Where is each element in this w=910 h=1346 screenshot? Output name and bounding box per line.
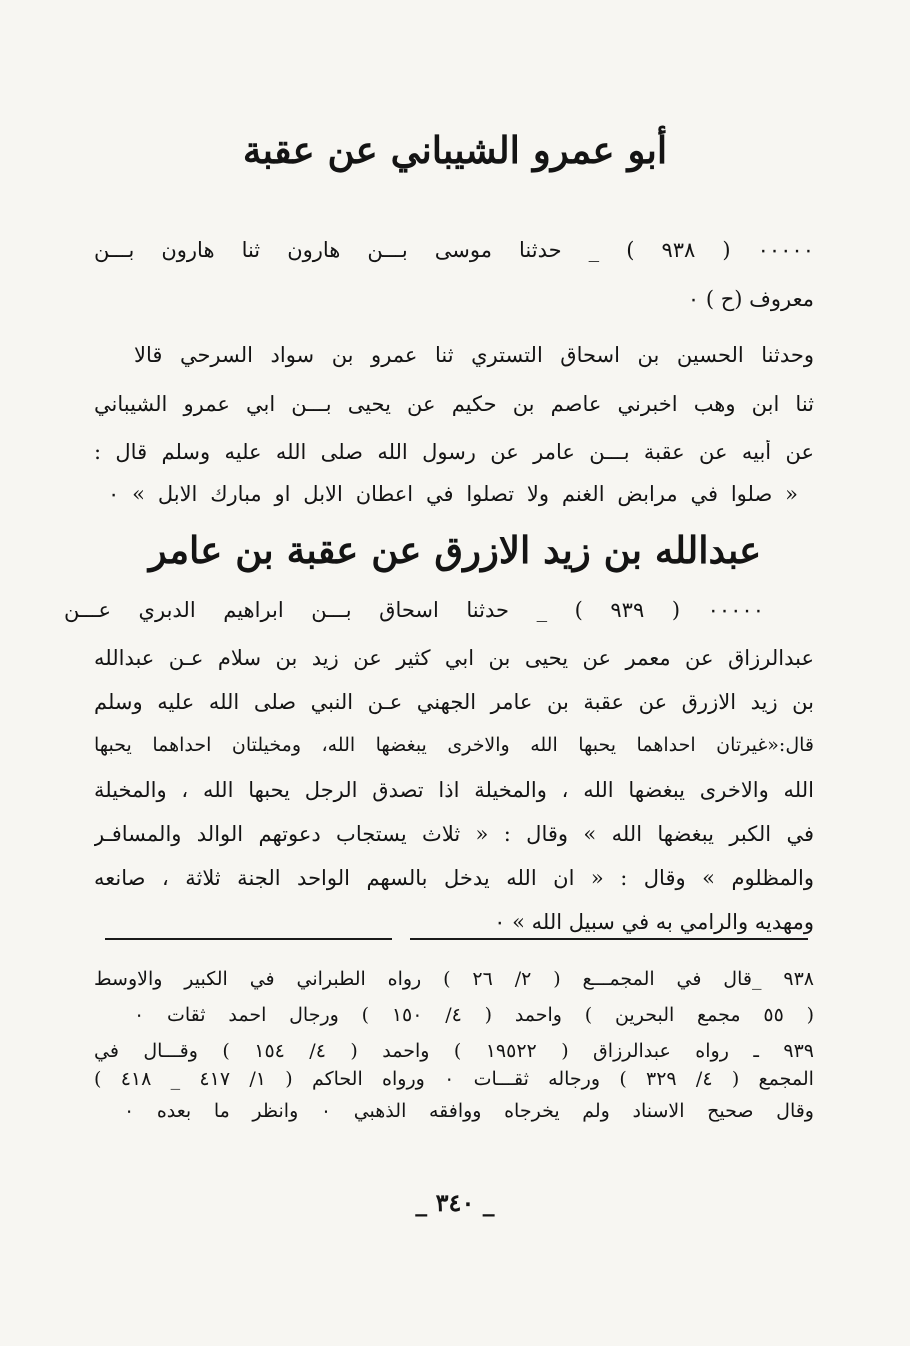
section-heading-abu-amr: أبو عمرو الشيباني عن عقبة (242, 128, 668, 172)
footnote-divider-right (410, 938, 808, 940)
hadith-938-line-6: « صلوا في مرابض الغنم ولا تصلوا في اعطان الابل او مبارك الابل » ٠ (108, 482, 798, 506)
hadith-939-line-3: بن زيد الازرق عن عقبة بن عامر الجهني عـن النبي صلى الله عليه وسلم (94, 690, 814, 714)
hadith-939-line-5: الله والاخرى يبغضها الله ، والمخيلة اذا تصدق الرجل يحبها الله ، والمخيلة (94, 778, 814, 802)
footnote-939-line-1: ٩٣٩ ـ رواه عبدالرزاق ( ١٩٥٢٢ ) واحمد ( ٤/ ١٥٤ ) وقـــال في (94, 1040, 814, 1062)
footnote-939-line-2: المجمع ( ٤/ ٣٢٩ ) ورجاله ثقـــات ٠ ورواه الحاكم ( ١/ ٤١٧ _ ٤١٨ ) (94, 1068, 814, 1090)
hadith-938-line-5: عن أبيه عن عقبة بـــن عامر عن رسول الله صلى الله عليه وسلم قال : (94, 440, 814, 464)
hadith-938-line-3: وحدثنا الحسين بن اسحاق التستري ثنا عمرو بن سواد السرحي قالا (134, 343, 814, 367)
hadith-939-line-6: في الكبر يبغضها الله » وقال : « ثلاث يستجاب دعوتهم الوالد والمسافـر (94, 822, 814, 846)
hadith-938-line-4: ثنا ابن وهب اخبرني عاصم بن حكيم عن يحيى بـــن ابي عمرو الشيباني (94, 392, 814, 416)
hadith-939-line-2: عبدالرزاق عن معمر عن يحيى بن ابي كثير عن زيد بن سلام عـن عبدالله (94, 646, 814, 670)
hadith-939-line-7: والمظلوم » وقال : « ان الله يدخل بالسهم الواحد الجنة ثلاثة ، صانعه (94, 866, 814, 890)
footnote-938-line-1: ٩٣٨ _قال في المجمـــع ( ٢/ ٢٦ ) رواه الطبراني في الكبير والاوسط (94, 968, 814, 990)
section-heading-abdullah: عبدالله بن زيد الازرق عن عقبة بن عامر (148, 528, 762, 572)
footnote-939-line-3: وقال صحيح الاسناد ولم يخرجاه ووافقه الذهبي ٠ وانظر ما بعده ٠ (124, 1100, 814, 1122)
footnote-938-line-2: ( ٥٥ مجمع البحرين ) واحمد ( ٤/ ١٥٠ ) ورجال احمد ثقات ٠ (134, 1004, 814, 1026)
hadith-939-line-1: ٠٠٠٠٠ ( ٩٣٩ ) _ حدثنا اسحاق بـــن ابراهيم الدبري عـــن (64, 598, 764, 622)
hadith-939-line-4: قال:«غيرتان احداهما يحبها الله والاخرى يبغضها الله، ومخيلتان احداهما يحبها (94, 734, 814, 756)
hadith-938-line-1: ٠٠٠٠٠ ( ٩٣٨ ) _ حدثنا موسى بـــن هارون ثنا هارون بـــن (94, 238, 814, 262)
hadith-938-line-2: معروف (ح ) ٠ (687, 287, 814, 311)
page-number: _ ٣٤٠ _ (415, 1188, 495, 1217)
footnote-divider-left (105, 938, 392, 940)
hadith-939-line-8: ومهديه والرامي به في سبيل الله » ٠ (494, 910, 814, 934)
